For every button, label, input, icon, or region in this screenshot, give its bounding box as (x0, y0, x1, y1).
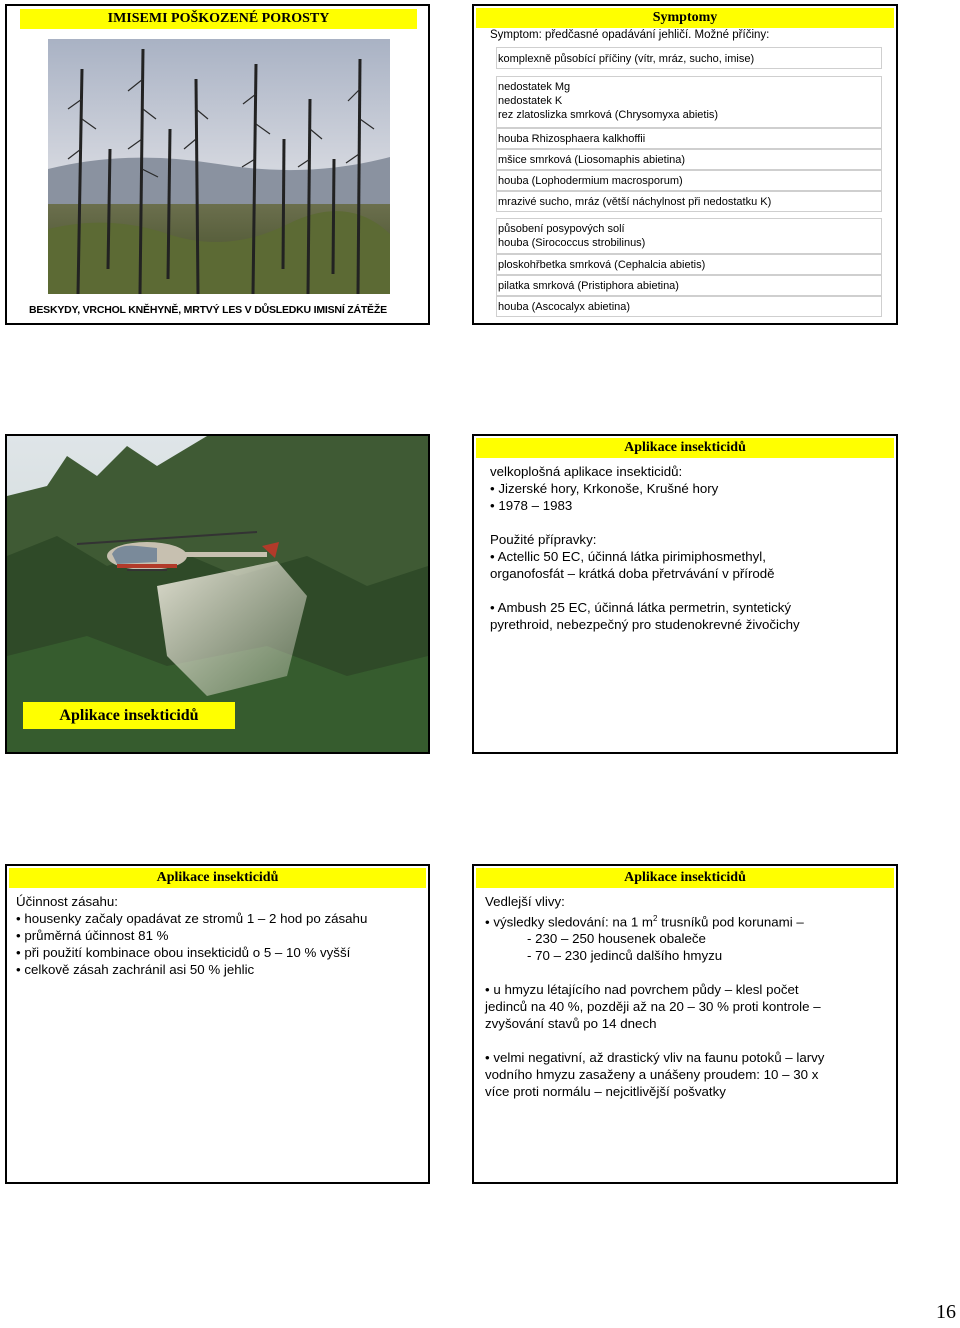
slide-title: Aplikace insekticidů (9, 868, 426, 888)
cause-row: houba (Ascocalyx abietina) (496, 296, 882, 317)
slide-title: Symptomy (476, 8, 894, 28)
cause-row: houba Rhizosphaera kalkhoffii (496, 128, 882, 149)
slide-effectiveness (5, 864, 430, 1184)
cause-row: ploskohřbetka smrková (Cephalcia abietis) (496, 254, 882, 275)
cause-row: komplexně působící příčiny (vítr, mráz, sucho, imise) (496, 47, 882, 69)
cause-row: houba (Lophodermium macrosporum) (496, 170, 882, 191)
slide-body: velkoplošná aplikace insekticidů: • Jizerské hory, Krkonoše, Krušné hory • 1978 – 1983 Použité přípravky: • Actellic 50 EC, účinná látka pirimiphosmethyl, organofosfát – krátká doba přetrvávání v přírodě • Ambush 25 EC, účinná látka permetrin, syntetický pyrethroid, nebezpečný pro studenokrevné živočichy (490, 464, 800, 632)
cause-row: nedostatek Mg nedostatek K rez zlatoslizka smrková (Chrysomyxa abietis) (496, 76, 882, 128)
photo-caption: BESKYDY, VRCHOL KNĚHYNĚ, MRTVÝ LES V DŮSLEDKU IMISNÍ ZÁTĚŽE (29, 304, 387, 316)
slide-helicopter (5, 434, 430, 754)
slide-title: IMISEMI POŠKOZENÉ POROSTY (20, 9, 417, 29)
slide-body: Účinnost zásahu: • housenky začaly opadávat ze stromů 1 – 2 hod po zásahu • průměrná účinnost 81 % • při použití kombinace obou insekticidů o 5 – 10 % vyšší • celkově zásah zachránil asi 50 % jehlic (16, 894, 368, 977)
cause-row: pilatka smrková (Pristiphora abietina) (496, 275, 882, 296)
page-number: 16 (936, 1301, 956, 1323)
dead-forest-photo (48, 39, 390, 294)
slide-dead-forest (5, 4, 430, 325)
photo-label: Aplikace insekticidů (23, 702, 235, 729)
dead-forest-image (48, 39, 390, 294)
slide-title: Aplikace insekticidů (476, 438, 894, 458)
slide-insecticide-application (472, 434, 898, 754)
slide-body: Vedlejší vlivy: • výsledky sledování: na 1 $m^2$ trusníků pod korunami – - 230 – 250 housenek obaleče - 70 – 230 jedinců dalšího hmyzu • u hmyzu létajícího nad povrchem půdy – klesl počet jedinců na 40 %, později až na 20 – 30 % proti kontrole – zvyšování stavů po 14 dnech • velmi negativní, až drastický vliv na faunu potoků – larvy vodního hmyzu zasaženy a unášeny proudem: 10 – 30 x více proti normálu – nejcitlivější pošvatky (485, 894, 825, 1100)
slide-symptoms (472, 4, 898, 325)
symptom-intro: Symptom: předčasné opadávání jehličí. Možné příčiny: (490, 29, 770, 41)
cause-row: mšice smrková (Liosomaphis abietina) (496, 149, 882, 170)
cause-row: mrazivé sucho, mráz (větší náchylnost při nedostatku K) (496, 191, 882, 212)
slide-side-effects (472, 864, 898, 1184)
slide-title: Aplikace insekticidů (476, 868, 894, 888)
cause-row: působení posypových solí houba (Sirococcus strobilinus) (496, 218, 882, 254)
